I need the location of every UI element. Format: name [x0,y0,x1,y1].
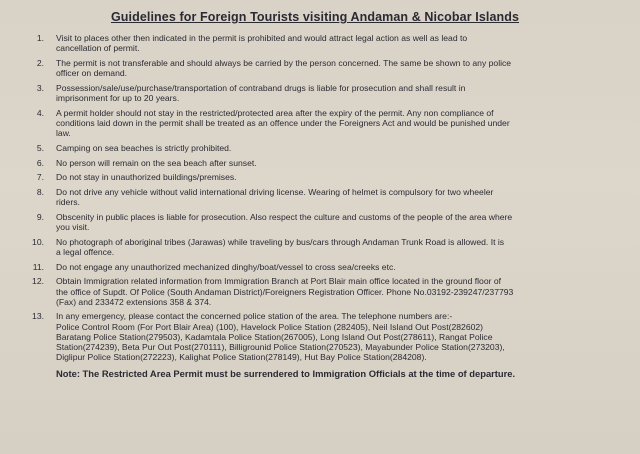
guideline-line: The permit is not transferable and should always be carried by the person concerned. The same be shown to any police [56,57,512,68]
guideline-line: No person will remain on the sea beach after sunset. [56,157,257,168]
guideline-number: 11. [32,261,44,272]
guideline-line: Visit to places other then indicated in the permit is prohibited and would attract legal action as well as lead to [56,33,468,43]
guideline-line: the office of Supdt. Of Police (South Andaman District)/Foreigners Registration Officer. Phone No.03192-239247/237793 [56,286,514,297]
guideline-item [0,262,630,272]
guideline-line: you visit. [56,222,90,233]
guideline-line: a legal offence. [56,246,115,257]
guideline-text [56,83,630,103]
guideline-number: 4. [36,107,44,118]
guideline-line: In any emergency, please contact the concerned police station of the area. The telephone numbers are:- [56,311,453,322]
guideline-line: imprisonment for up to 20 years. [56,93,180,104]
guideline-line: law. [56,128,71,139]
guideline-line: cancellation of permit. [56,43,140,54]
guideline-line: Do not drive any vehicle without valid international driving license. Wearing of helmet is compulsory for two wheeler [56,186,494,197]
guideline-item [0,33,630,53]
guideline-number: 10. [32,236,44,247]
departure-note: Note: The Restricted Area Permit must be surrendered to Immigration Officials at the time of departure. [56,368,516,380]
guideline-text [56,262,630,272]
guideline-line: Station(274239), Beta Pur Out Post(270111), Billigrounid Police Station(270523), Mayabunder Police Station(273203), [56,342,505,353]
guideline-number: 5. [36,142,44,153]
guideline-number: 1. [36,33,44,43]
guideline-line: conditions laid down in the permit shall be treated as an offence under the Foreigners Act and would be punished under [56,117,510,128]
guideline-number: 9. [36,211,44,222]
guideline-item [0,158,630,168]
guideline-text [56,276,630,307]
guideline-text [56,237,630,257]
guideline-line: A permit holder should not stay in the restricted/protected area after the expiry of the permit. Any non compliance of [56,107,494,118]
guideline-line: Baratang Police Station(279503), Kadamtala Police Station(267005), Long Island Out Post(278611), Rangat Police [56,331,493,342]
guideline-number: 7. [36,172,44,183]
guideline-text [56,158,630,168]
guideline-line: Police Control Room (For Port Blair Area) (100), Havelock Police Station (282405), Neil Island Out Post(282602) [56,321,484,332]
guideline-line: Diglipur Police Station(272223), Kalighat Police Station(278149), Hut Bay Police Station(284208). [56,352,427,363]
guideline-item [0,58,630,78]
guideline-line: riders. [56,197,80,208]
guideline-item [0,311,630,362]
guideline-item [0,83,630,103]
guideline-text [56,33,630,53]
guideline-line: Obscenity in public places is liable for prosecution. Also respect the culture and customs of the people of the area where [56,211,513,222]
guideline-text [56,108,630,139]
guideline-item [0,212,630,232]
guideline-number: 6. [36,157,44,168]
page-title: Guidelines for Foreign Tourists visiting Andaman & Nicobar Islands [110,10,520,24]
guideline-line: Do not engage any unauthorized mechanized dinghy/boat/vessel to cross sea/creeks etc. [56,261,396,272]
guideline-text [56,187,630,207]
guideline-line: Obtain Immigration related information from Immigration Branch at Port Blair main office located in the ground floor of [56,276,502,287]
guideline-line: officer on demand. [56,68,128,79]
guideline-text [56,212,630,232]
guideline-text [56,311,630,362]
guideline-item [0,143,630,153]
guideline-number: 2. [36,57,44,68]
guideline-list [0,33,630,362]
guideline-number: 13. [32,311,44,322]
guideline-text [56,58,630,78]
guideline-item [0,276,630,307]
guideline-line: No photograph of aboriginal tribes (Jarawas) while traveling by bus/cars through Andaman Trunk Road is allowed. It is [56,236,505,247]
guideline-line: (Fax) and 233472 extensions 358 & 374. [56,296,212,307]
guideline-line: Camping on sea beaches is strictly prohibited. [56,142,232,153]
guideline-item [0,187,630,207]
guideline-line: Do not stay in unauthorized buildings/premises. [56,172,237,183]
guideline-number: 12. [32,276,44,287]
guideline-item [0,172,630,182]
guideline-line: Possession/sale/use/purchase/transportation of contraband drugs is liable for prosecution and shall result in [56,82,466,93]
guideline-item [0,237,630,257]
guideline-number: 3. [36,82,44,93]
guideline-item [0,108,630,139]
guideline-text [56,172,630,182]
guideline-number: 8. [36,186,44,197]
guideline-text [56,143,630,153]
